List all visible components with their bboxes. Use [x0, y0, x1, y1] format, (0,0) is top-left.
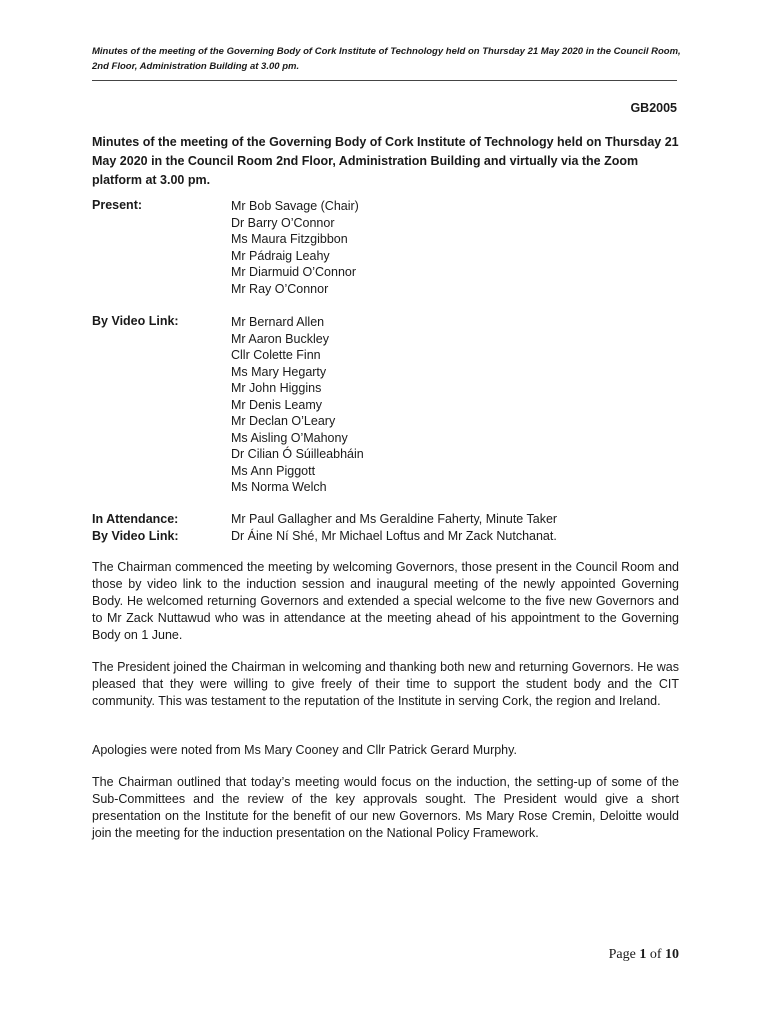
attendance-section	[92, 511, 682, 544]
present-label: Present:	[92, 198, 143, 212]
paragraph-welcome: The Chairman commenced the meeting by welcoming Governors, those present in the Council Room and those by video link to the induction session and inaugural meeting of the newly appointed Governing Body. He welcomed returning Governors and extended a special welcome to the five new Governors and to Mr Zack Nuttawud who was in attendance at the meeting ahead of his appointment to the Governing Body on 1 June.	[92, 560, 679, 642]
header-divider	[92, 80, 677, 81]
attendance-video-value: Dr Áine Ní Shé, Mr Michael Loftus and Mr Zack Nutchanat.	[231, 528, 557, 543]
video-link-label: By Video Link:	[92, 314, 179, 328]
present-list	[231, 198, 359, 297]
video-link-name: Mr Declan O’Leary	[231, 414, 336, 428]
minutes-title: Minutes of the meeting of the Governing Body of Cork Institute of Technology held on Thursday 21 May 2020 in the Council Room 2nd Floor, Administration Building and virtually via the Zoom platform at 3.00 pm.	[92, 135, 679, 187]
attendance-video-label: By Video Link:	[92, 528, 179, 543]
present-name: Mr Ray O’Connor	[231, 281, 329, 296]
present-name: Ms Maura Fitzgibbon	[231, 232, 348, 246]
page-word: Page	[608, 947, 636, 962]
present-name: Mr Pádraig Leahy	[231, 248, 330, 263]
video-link-name: Mr John Higgins	[231, 381, 322, 395]
video-link-name: Ms Mary Hegarty	[231, 364, 327, 379]
video-link-name: Mr Bernard Allen	[231, 315, 325, 329]
video-link-name: Ms Ann Piggott	[231, 463, 316, 478]
video-link-name: Cllr Colette Finn	[231, 348, 321, 362]
video-link-name: Mr Denis Leamy	[231, 397, 322, 412]
page-number-footer	[609, 947, 679, 963]
page-number: 1	[639, 947, 647, 962]
present-name: Mr Bob Savage (Chair)	[231, 199, 359, 213]
video-link-name: Mr Aaron Buckley	[231, 331, 329, 346]
attendance-row	[92, 511, 682, 528]
of-word: of	[649, 947, 662, 962]
video-link-name: Ms Norma Welch	[231, 480, 327, 494]
running-header: Minutes of the meeting of the Governing Body of Cork Institute of Technology held on Thursday 21 May 2020 in the Council Room, 2nd Floor, Administration Building at 3.00 pm.	[92, 46, 681, 72]
present-name: Dr Barry O’Connor	[231, 215, 335, 230]
attendance-video-row	[92, 528, 682, 545]
paragraph-agenda: The Chairman outlined that today’s meeting would focus on the induction, the setting-up of some of the Sub-Committees and the review of the key approvals sought. The President would give a short presentation on the Institute for the benefit of our new Governors. Ms Mary Rose Cremin, Deloitte would join the meeting for the induction presentation on the National Policy Framework.	[92, 775, 679, 840]
paragraph-president: The President joined the Chairman in welcoming and thanking both new and returning Governors. He was pleased that they were willing to give freely of their time to support the student body and the CIT community. This was testament to the reputation of the Institute in serving Cork, the region and Ireland.	[92, 660, 679, 708]
attendance-value: Mr Paul Gallagher and Ms Geraldine Faherty, Minute Taker	[231, 512, 558, 526]
video-link-name: Ms Aisling O’Mahony	[231, 430, 348, 445]
total-pages: 10	[665, 947, 679, 962]
video-link-list	[231, 314, 364, 496]
paragraph-apologies: Apologies were noted from Ms Mary Cooney and Cllr Patrick Gerard Murphy.	[92, 743, 517, 757]
video-link-name: Dr Cilian Ó Súilleabháin	[231, 447, 364, 461]
document-reference: GB2005	[630, 101, 677, 115]
attendance-label: In Attendance:	[92, 512, 179, 526]
present-name: Mr Diarmuid O’Connor	[231, 265, 357, 279]
